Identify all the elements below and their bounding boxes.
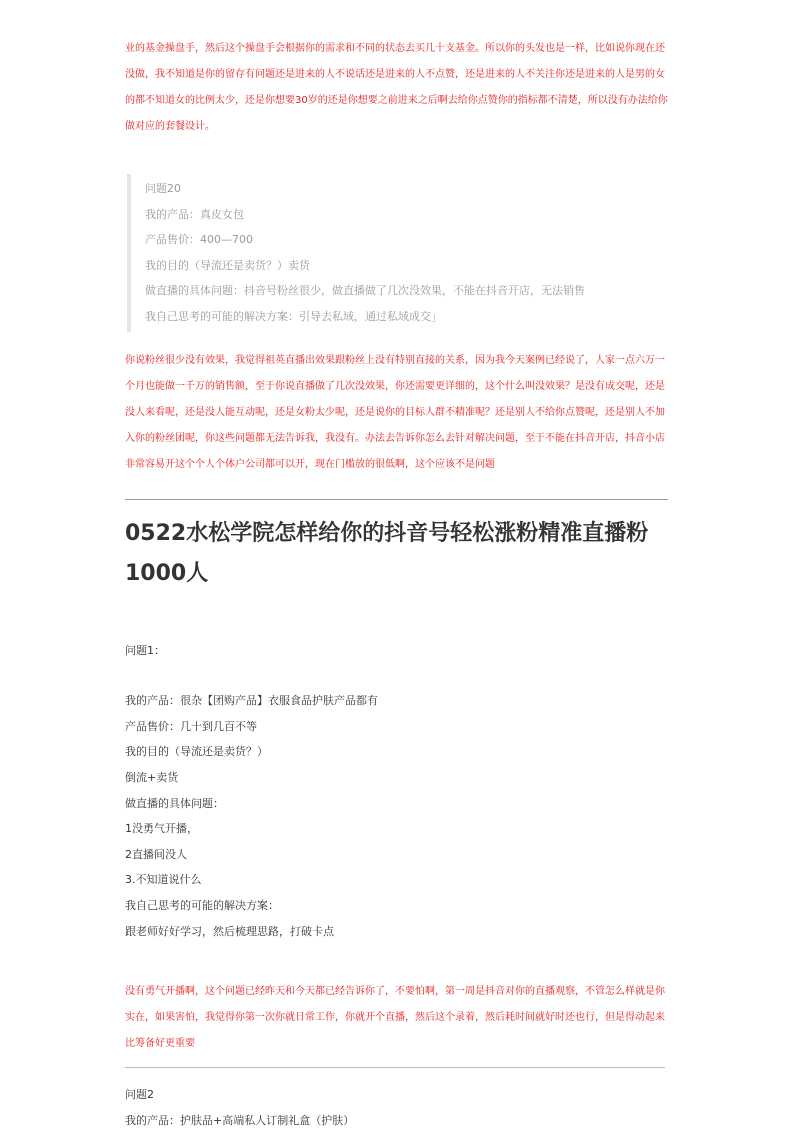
detail-line: 我的产品：很杂【团购产品】衣服食品护肤产品都有 [125,694,378,708]
question-20-answer-text: 你说粉丝很少没有效果，我觉得祖英直播出效果跟粉丝上没有特别直接的关系，因为我今天案例已经说了，人家一点六万一个月也能做一千万的销售额，至于你说直播做了几次没效果，你还需要更详细的，这个什么叫没效果？是没有成交呢，还是没人来看呢，还是没人能互动呢，还是女粉太少呢，还是说你的目标人群不精准呢？还是别人不给你点赞呢，还是别人不加入你的粉丝团呢，你这些问题都无法告诉我，我没有。办法去告诉你怎么去针对解决问题，至于不能在抖音开店，抖音小店非常容易开这个个人个体户公司都可以开，现在门槛放的很低啊，这个应该不是问题 [125,354,665,470]
question-1-answer-text: 没有勇气开播啊，这个问题已经昨天和今天都已经告诉你了，不要怕啊，第一周是抖音对你的直播观察，不管怎么样就是你实在，如果害怕，我觉得你第一次你就日常工作，你就开个直播，然后这个录着，然后耗时间就好时还也行，但是得动起来比筹备好更重要 [125,986,665,1050]
quote-line: 产品售价：400—700 [145,233,253,247]
detail-line: 3.不知道说什么 [125,873,202,887]
detail-line: 倒流+卖货 [125,770,179,784]
section-divider [125,499,668,500]
detail-line: 跟老师好好学习，然后梳理思路，打破卡点 [125,924,334,938]
detail-line: 1没勇气开播， [125,822,198,836]
detail-line: 我的目的（导流还是卖货？） [125,745,268,759]
quote-line: 我自己思考的可能的解决方案：引导去私域，通过私域成交」 [145,309,442,323]
section-heading: 0522水松学院怎样给你的抖音号轻松涨粉精准直播粉1000人 [125,520,649,586]
detail-line: 2直播间没人 [125,847,187,861]
question-1-title: 问题1： [125,643,165,657]
quote-line: 我的产品：真皮女包 [145,207,244,221]
quote-line: 问题20 [145,182,181,195]
intro-answer-text: 业的基金操盘手，然后这个操盘手会根据你的需求和不同的状态去买几十支基金。所以你的头发也是一样，比如说你现在还没做，我不知道是你的留存有问题还是进来的人不说话还是进来的人不点赞，还是进来的人不关注你还是进来的人是男的女的都不知道女的比例太少，还是你想要30岁的还是你想要之前进来之后啊去给你点赞你的指标都不清楚，所以没有办法给你做对应的套餐设计。 [125,43,668,132]
question-1-details [125,688,670,944]
quote-line: 我的目的（导流还是卖货？）卖货 [145,258,310,272]
quote-line: 做直播的具体问题：抖音号粉丝很少，做直播做了几次没效果，不能在抖音开店，无法销售 [145,284,585,298]
detail-line: 产品售价：几十到几百不等 [125,719,257,733]
question-2-product-line: 我的产品：护肤品+高端私人订制礼盒（护肤） [125,1113,355,1127]
detail-line: 我自己思考的可能的解决方案： [125,898,279,912]
question-2-title: 问题2 [125,1088,154,1102]
document-page [125,36,670,1133]
detail-line: 做直播的具体问题： [125,796,224,810]
question-20-quote [127,174,670,332]
question-divider [125,1067,665,1068]
